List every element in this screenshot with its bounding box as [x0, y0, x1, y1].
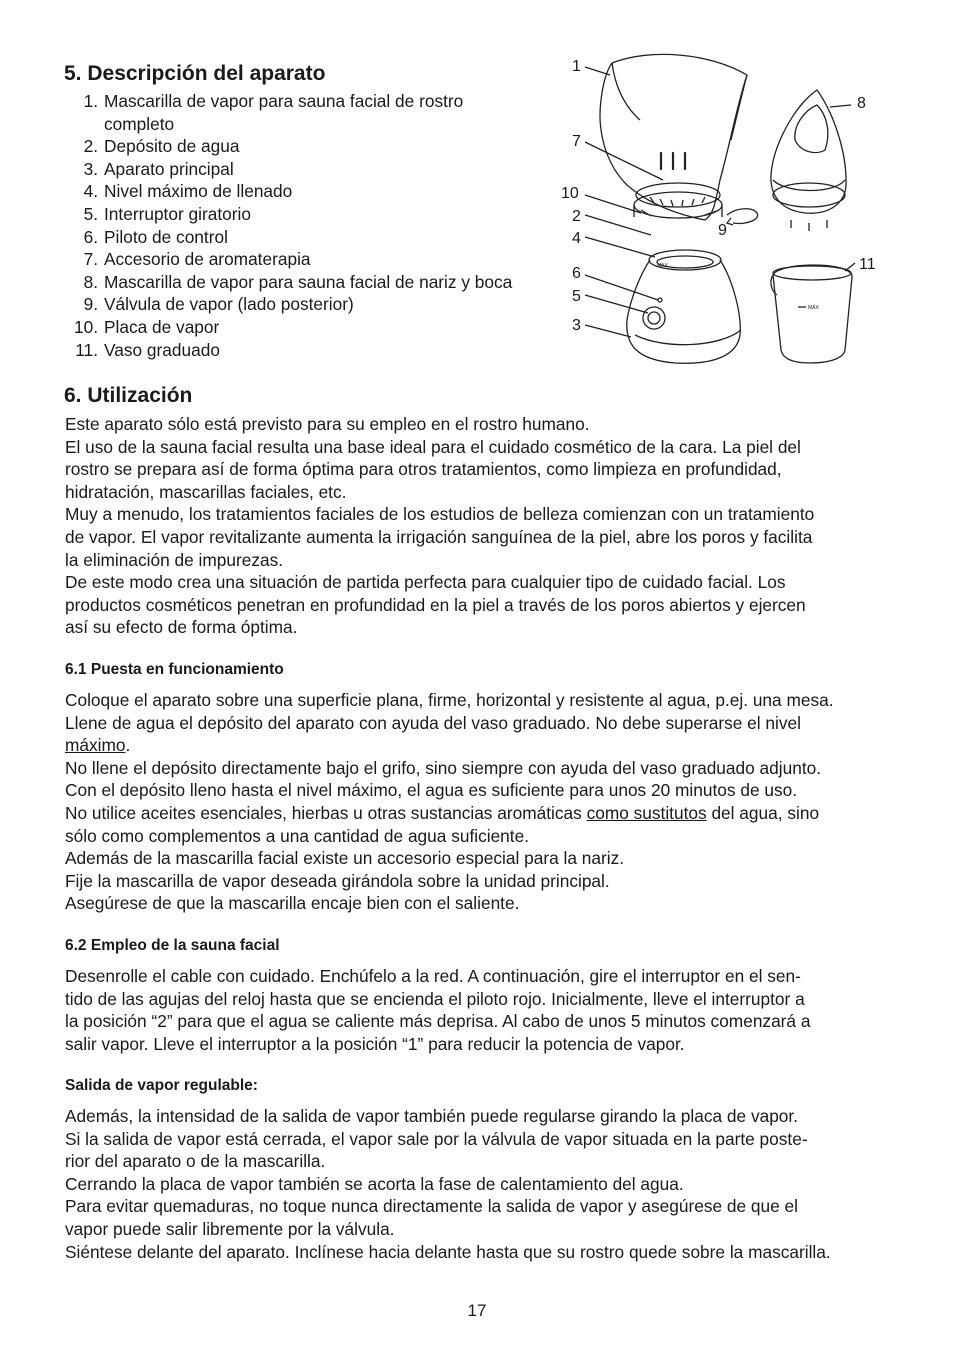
list-item: 3. Aparato principal [83, 158, 234, 179]
callout-7: 7 [572, 133, 581, 150]
list-item: 9. Válvula de vapor (lado posterior) [83, 294, 354, 315]
steam-output-body: Además, la intensidad de la salida de vapor también puede regularse girando la placa de vapor. Si la salida de vapor está cerrada, el vapor sale por la válvula de vapor situada en la parte poste- rior del aparato o de la mascarilla. Cerrando la placa de vapor también se acorta la fase de calentamiento del agua. Para evitar quemaduras, no toque nunca directamente la salida de vapor y asegúrese de que el vapor puede salir libremente por la válvula. Siéntese delante del aparato. Inclínese hacia delante hasta que su rostro quede sobre la mascarilla. [65, 1106, 831, 1262]
callout-10: 10 [561, 185, 579, 202]
section-6-2-body: Desenrolle el cable con cuidado. Enchúfelo a la red. A continuación, gire el interruptor en el sen- tido de las agujas del reloj hasta que se encienda el piloto rojo. Inicialmente, lleve el interruptor a la posición “2” para que el agua se caliente más deprisa. Al cabo de unos 5 minutos comenzará a salir vapor. Lleve el interruptor a la posición “1” para reducir la potencia de vapor. [65, 966, 811, 1054]
section-6-1-body: Coloque el aparato sobre una superficie plana, firme, horizontal y resistente al agua, p.ej. una mesa. Llene de agua el depósito del aparato con ayuda del vaso graduado. No debe superarse el nivel máximo. No llene el depósito directamente bajo el grifo, sino siempre con ayuda del vaso graduado adjunto. Con el depósito lleno hasta el nivel máximo, el agua es suficiente para unos 20 minutos de uso. No utilice aceites esenciales, hierbas u otras sustancias aromáticas como sustitutos del agua, sino sólo como complementos a una cantidad de agua suficiente. Además de la mascarilla facial existe un accesorio especial para la nariz. Fije la mascarilla de vapor deseada girándola sobre la unidad principal. Asegúrese de que la mascarilla encaje bien con el saliente. [65, 690, 834, 914]
callout-2: 2 [572, 208, 581, 225]
list-item: 7. Accesorio de aromaterapia [83, 249, 311, 270]
callout-1: 1 [572, 58, 581, 75]
callout-11: 11 [859, 256, 876, 273]
steam-output-title: Salida de vapor regulable: [65, 1077, 258, 1094]
list-item: 2. Depósito de agua [83, 136, 240, 157]
list-item: 11. Vaso graduado [75, 339, 220, 360]
section-6-2-title: 6.2 Empleo de la sauna facial [65, 937, 280, 954]
parts-list [62, 90, 552, 361]
callout-4: 4 [572, 230, 581, 247]
callout-8: 8 [857, 95, 866, 112]
device-illustration [555, 45, 895, 375]
page-number: 17 [467, 1301, 487, 1320]
list-item: 6. Piloto de control [83, 226, 228, 247]
intro-paragraph: Este aparato sólo está previsto para su empleo en el rostro humano. El uso de la sauna facial resulta una base ideal para el cuidado cosmético de la cara. La piel del rostro se prepara así de forma óptima para otros tratamientos, como limpieza en profundidad, hidratación, mascarillas faciales, etc. Muy a menudo, los tratamientos faciales de los estudios de belleza comienzan con un tratamiento de vapor. El vapor revitalizante aumenta la irrigación sanguínea de la piel, abre los poros y facilita la eliminación de impurezas. De este modo crea una situación de partida perfecta para cualquier tipo de cuidado facial. Los productos cosméticos penetran en profundidad en la piel a través de los poros abiertos y ejercen así su efecto de forma óptima. [65, 414, 815, 638]
callout-9: 9 [718, 222, 727, 239]
section-6-1-title: 6.1 Puesta en funcionamiento [65, 661, 284, 678]
list-item: 10. Placa de vapor [73, 316, 220, 337]
callout-6: 6 [572, 265, 581, 282]
max-mark-cup: MAX [808, 305, 819, 311]
list-item: 4. Nivel máximo de llenado [83, 181, 293, 202]
list-item: 1. Mascarilla de vapor para sauna facial de rostro completo [83, 91, 464, 134]
section-6-title: 6. Utilización [64, 384, 193, 407]
list-item: 8. Mascarilla de vapor para sauna facial de nariz y boca [83, 271, 513, 292]
max-mark-tank: MAX [657, 263, 668, 269]
list-item: 5. Interruptor giratorio [83, 203, 251, 224]
callout-5: 5 [572, 288, 581, 305]
callout-3: 3 [572, 317, 581, 334]
face-mask [600, 54, 747, 220]
section-5-title: 5. Descripción del aparato [64, 62, 326, 85]
